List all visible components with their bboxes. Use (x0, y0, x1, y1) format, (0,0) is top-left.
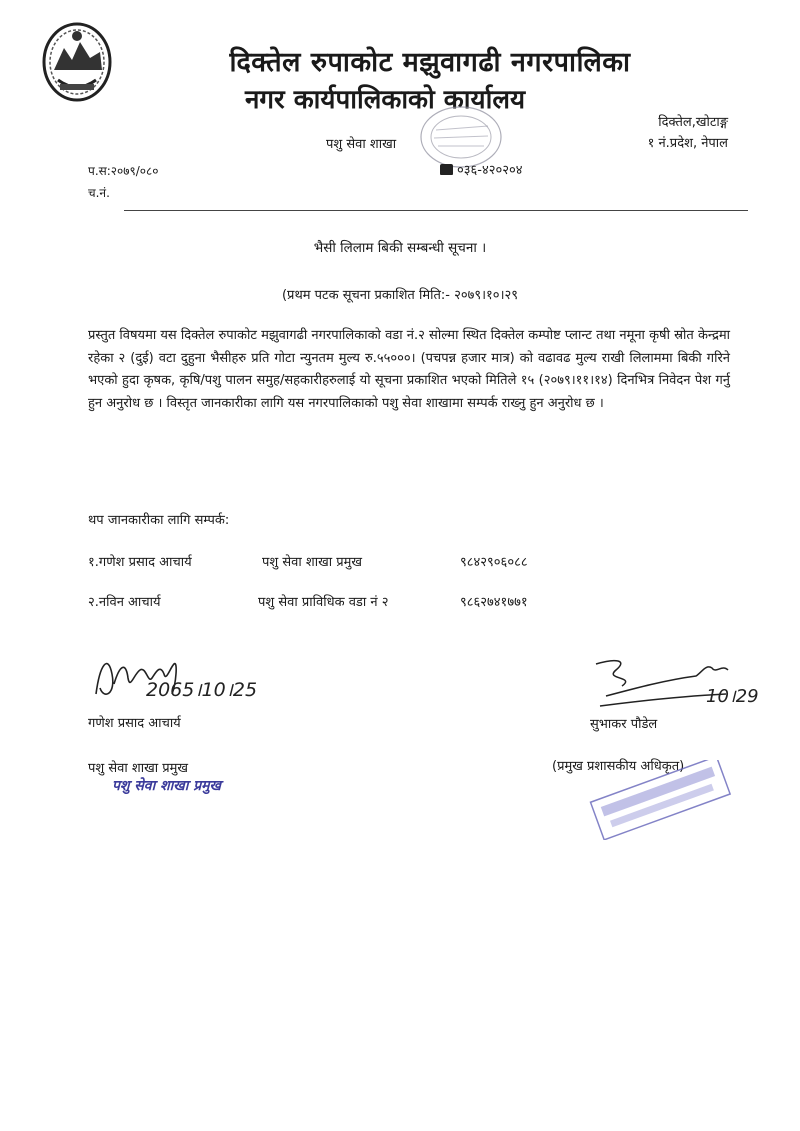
right-signatory-title: (प्रमुख प्रशासकीय अधिकृत) (552, 759, 685, 774)
left-signatory-name: गणेश प्रसाद आचार्य (88, 716, 181, 731)
left-signatory-title: पशु सेवा शाखा प्रमुख (88, 761, 189, 776)
contact-role: पशु सेवा प्राविधिक वडा नं २ (258, 595, 389, 610)
contact-phone: ९८६२७४१७७१ (460, 595, 528, 610)
left-title-stamp: पशु सेवा शाखा प्रमुख (112, 778, 221, 794)
telephone-icon (440, 164, 453, 175)
address-line-1: दिक्तेल,खोटाङ्ग (658, 115, 728, 130)
left-handwritten-signature (90, 644, 290, 710)
notice-body: प्रस्तुत विषयमा यस दिक्तेल रुपाकोट मझुवागढी नगरपालिकाको वडा नं.२ सोल्मा स्थित दिक्तेल कम्पोष्ट प्लान्ट तथा नमूना कृषी स्रोत केन्द्रमा रहेका २ (दुई) वटा दुहुना भैसीहरु प्रति गोटा न्युनतम मुल्य रु.५५०००। (पचपन्न हजार मात्र) को वढावढ मुल्य राखी लिलाममा बिकी गरिने भएको हुदा कृषक, कृषि/पशु पालन समुह/सहकारीहरुलाई यो सूचना प्रकाशित भएको मितिले १५ (२०७९।११।१४) दिनभित्र निवेदन पेश गर्नु हुन अनुरोध छ । विस्तृत जानकारीका लागि यस नगरपालिकाको पशु सेवा शाखामा सम्पर्क राख्नु हुन अनुरोध छ । (88, 328, 730, 411)
contact-role: पशु सेवा शाखा प्रमुख (262, 555, 363, 570)
government-emblem-icon (40, 18, 114, 106)
left-signature-date: 2065।10।25 (146, 679, 258, 701)
right-handwritten-signature (576, 650, 776, 716)
municipality-title: दिक्तेल रुपाकोट मझुवागढी नगरपालिका (229, 47, 631, 78)
contact-name: २.नविन आचार्य (88, 595, 161, 610)
section-name: पशु सेवा शाखा (326, 137, 397, 152)
contact-name: १.गणेश प्रसाद आचार्य (88, 555, 192, 570)
officer-stamp (586, 760, 736, 840)
right-signature-date: 10।29 (706, 686, 759, 707)
office-phone-number: ०३६-४२०२०४ (457, 163, 523, 178)
contact-heading: थप जानकारीका लागि सम्पर्क: (88, 513, 230, 528)
notice-subject: भैसी लिलाम बिकी सम्बन्धी सूचना । (313, 240, 487, 256)
notice-published-date: (प्रथम पटक सूचना प्रकाशित मिति:- २०७९।१०।२९ (281, 288, 519, 303)
address-line-2: १ नं.प्रदेश, नेपाल (647, 136, 728, 151)
reference-number: प.स:२०७९/०८० (88, 164, 159, 178)
contact-phone: ९८४२९०६०८८ (460, 555, 528, 570)
dispatch-number: च.नं. (88, 186, 110, 200)
right-signatory-name: सुभाकर पौडेल (590, 717, 658, 732)
header-divider (124, 210, 748, 211)
office-phone (440, 160, 523, 178)
office-title: नगर कार्यपालिकाको कार्यालय (244, 85, 526, 115)
